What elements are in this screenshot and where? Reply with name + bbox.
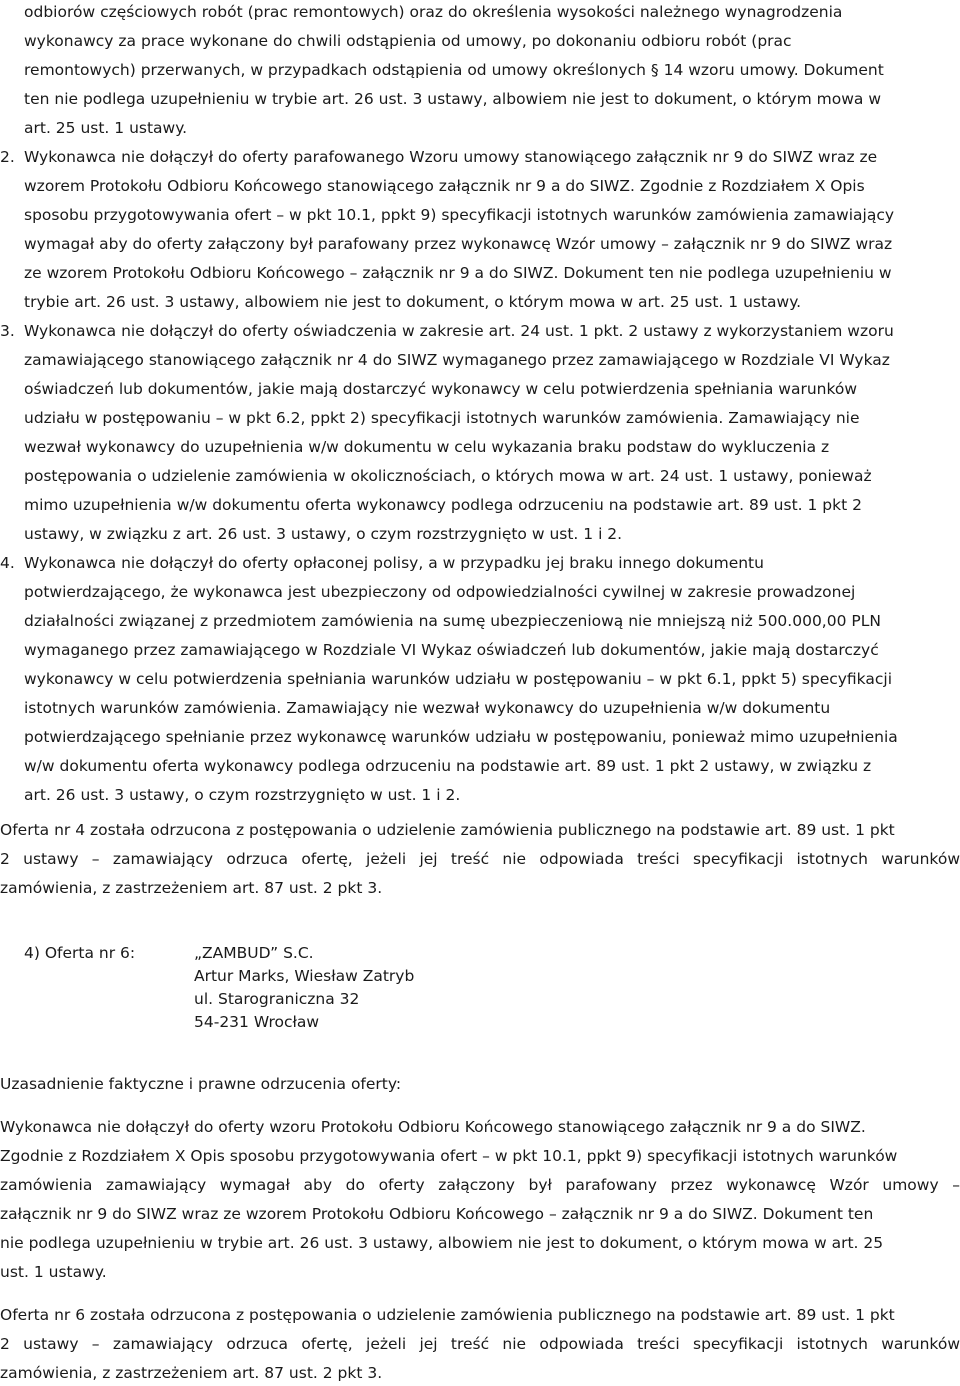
text-line: istotnych warunków zamówienia. Zamawiający nie wezwał wykonawcy do uzupełnienia w/w dokumentu — [24, 699, 831, 717]
text-line: ten nie podlega uzupełnieniu w trybie art. 26 ust. 3 ustawy, albowiem nie jest to dokument, o którym mowa w — [24, 90, 882, 108]
text-line: postępowania o udzielenie zamówienia w okolicznościach, o których mowa w art. 24 ust. 1 ustawy, ponieważ — [24, 467, 872, 485]
company-owners: Artur Marks, Wiesław Zatryb — [194, 967, 415, 985]
text-line: ze wzorem Protokołu Odbioru Końcowego – załącznik nr 9 a do SIWZ. Dokument ten nie podlega uzupełnieniu w — [24, 264, 892, 282]
text-line: wymagał aby do oferty załączony był parafowany przez wykonawcę Wzór umowy – załącznik nr 9 do SIWZ wraz — [24, 235, 893, 253]
text-line: 2 ustawy – zamawiający odrzuca ofertę, jeżeli jej treść nie odpowiada treści specyfikacji istotnych warunków — [0, 850, 960, 868]
text-line: Oferta nr 6 została odrzucona z postępowania o udzielenie zamówienia publicznego na podstawie art. 89 ust. 1 pkt — [0, 1306, 895, 1324]
text-line: Wykonawca nie dołączył do oferty wzoru Protokołu Odbioru Końcowego stanowiącego załącznik nr 9 a do SIWZ. — [0, 1118, 866, 1136]
text-line: udziału w postępowaniu – w pkt 6.2, ppkt 2) specyfikacji istotnych warunków zamówienia. Zamawiający nie — [24, 409, 860, 427]
text-line: potwierdzającego, że wykonawca jest ubezpieczony od odpowiedzialności cywilnej w zakresie prowadzonej — [24, 583, 856, 601]
section-heading: Uzasadnienie faktyczne i prawne odrzucenia oferty: — [0, 1075, 402, 1093]
text-line: ust. 1 ustawy. — [0, 1263, 107, 1281]
company-street: ul. Starograniczna 32 — [194, 990, 360, 1008]
text-line: wezwał wykonawcy do uzupełnienia w/w dokumentu w celu wykazania braku podstaw do wykluczenia z — [24, 438, 830, 456]
text-line: wykonawcy za prace wykonane do chwili odstąpienia od umowy, po dokonaniu odbioru robót (prac — [24, 32, 792, 50]
text-line: Zgodnie z Rozdziałem X Opis sposobu przygotowywania ofert – w pkt 10.1, ppkt 9) specyfikacji istotnych warunków — [0, 1147, 898, 1165]
text-line: w/w dokumentu oferta wykonawcy podlega odrzuceniu na podstawie art. 89 ust. 1 pkt 2 ustawy, w związku z — [24, 757, 872, 775]
text-line: sposobu przygotowywania ofert – w pkt 10.1, ppkt 9) specyfikacji istotnych warunków zamówienia zamawiający — [24, 206, 895, 224]
text-line: remontowych) przerwanych, w przypadkach odstąpienia od umowy określonych § 14 wzoru umowy. Dokument — [24, 61, 884, 79]
text-line: trybie art. 26 ust. 3 ustawy, albowiem nie jest to dokument, o którym mowa w art. 25 ust. 1 ustawy. — [24, 293, 802, 311]
text-line: działalności związanej z przedmiotem zamówienia na sumę ubezpieczeniową nie mniejszą niż 500.000,00 PLN — [24, 612, 881, 630]
company-name: „ZAMBUD” S.C. — [194, 944, 314, 962]
text-line: Oferta nr 4 została odrzucona z postępowania o udzielenie zamówienia publicznego na podstawie art. 89 ust. 1 pkt — [0, 821, 895, 839]
text-line: Wykonawca nie dołączył do oferty opłaconej polisy, a w przypadku jej braku innego dokumentu — [24, 554, 764, 572]
company-city: 54-231 Wrocław — [194, 1013, 320, 1031]
text-line: mimo uzupełnienia w/w dokumentu oferta wykonawcy podlega odrzuceniu na podstawie art. 89 ust. 1 pkt 2 — [24, 496, 862, 514]
text-line: oświadczeń lub dokumentów, jakie mają dostarczyć wykonawcy w celu potwierdzenia spełniania warunków — [24, 380, 858, 398]
text-line: art. 25 ust. 1 ustawy. — [24, 119, 188, 137]
text-line: nie podlega uzupełnieniu w trybie art. 26 ust. 3 ustawy, albowiem nie jest to dokument, o którym mowa w art. 25 — [0, 1234, 884, 1252]
text-line: wykonawcy w celu potwierdzenia spełniania warunków udziału w postępowaniu – w pkt 6.1, ppkt 5) specyfikacji — [24, 670, 893, 688]
offer-label: 4) Oferta nr 6: — [24, 944, 136, 962]
text-line: potwierdzającego spełnianie przez wykonawcę warunków udziału w postępowaniu, ponieważ mimo uzupełnienia — [24, 728, 898, 746]
text-line: art. 26 ust. 3 ustawy, o czym rozstrzygnięto w ust. 1 i 2. — [24, 786, 461, 804]
text-line: zamówienia, z zastrzeżeniem art. 87 ust. 2 pkt 3. — [0, 1364, 383, 1382]
text-line: zamawiającego stanowiącego załącznik nr 4 do SIWZ wymaganego przez zamawiającego w Rozdziale VI Wykaz — [24, 351, 890, 369]
text-line: wzorem Protokołu Odbioru Końcowego stanowiącego załącznik nr 9 a do SIWZ. Zgodnie z Rozdziałem X Opis — [24, 177, 865, 195]
text-line: 2 ustawy – zamawiający odrzuca ofertę, jeżeli jej treść nie odpowiada treści specyfikacji istotnych warunków — [0, 1335, 960, 1353]
list-number: 4. — [0, 554, 15, 572]
list-number: 2. — [0, 148, 15, 166]
text-line: zamówienia zamawiający wymagał aby do oferty załączony był parafowany przez wykonawcę Wzór umowy – — [0, 1176, 960, 1194]
text-line: załącznik nr 9 do SIWZ wraz ze wzorem Protokołu Odbioru Końcowego – załącznik nr 9 a do SIWZ. Dokument ten — [0, 1205, 874, 1223]
text-line: ustawy, w związku z art. 26 ust. 3 ustawy, o czym rozstrzygnięto w ust. 1 i 2. — [24, 525, 623, 543]
text-line: zamówienia, z zastrzeżeniem art. 87 ust. 2 pkt 3. — [0, 879, 383, 897]
text-line: Wykonawca nie dołączył do oferty oświadczenia w zakresie art. 24 ust. 1 pkt. 2 ustawy z wykorzystaniem wzoru — [24, 322, 894, 340]
list-number: 3. — [0, 322, 15, 340]
text-line: wymaganego przez zamawiającego w Rozdziale VI Wykaz oświadczeń lub dokumentów, jakie mają dostarczyć — [24, 641, 879, 659]
text-line: Wykonawca nie dołączył do oferty parafowanego Wzoru umowy stanowiącego załącznik nr 9 do SIWZ wraz ze — [24, 148, 878, 166]
text-line: odbiorów częściowych robót (prac remontowych) oraz do określenia wysokości należnego wynagrodzenia — [24, 3, 843, 21]
